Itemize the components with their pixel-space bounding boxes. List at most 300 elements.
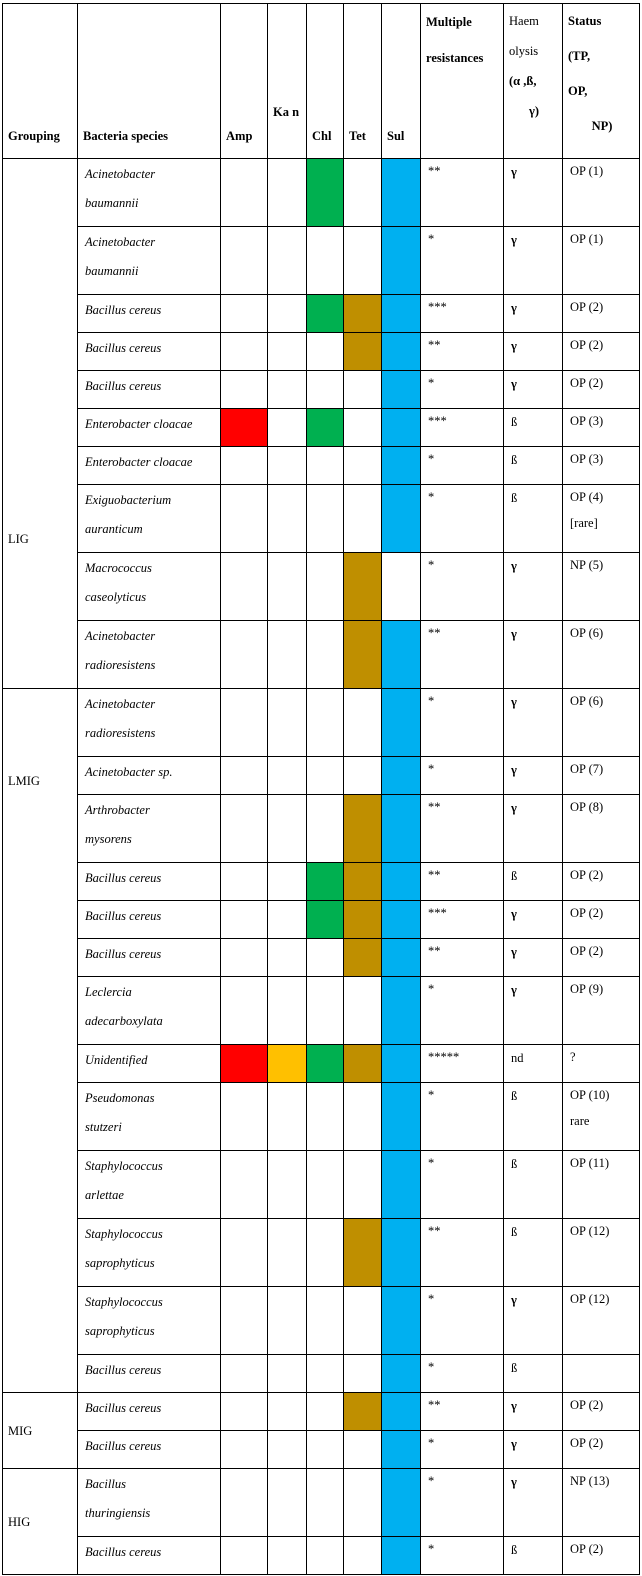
- tet-cell: [344, 1431, 382, 1469]
- multiple-resistance-cell: [421, 1287, 504, 1355]
- haemolysis-cell: [504, 409, 563, 447]
- sul-cell: [382, 795, 421, 863]
- species-name: Staphylococcus: [85, 1159, 163, 1173]
- chl-cell: [307, 485, 344, 553]
- haemolysis-value: γ: [511, 1437, 517, 1451]
- status-cell: [563, 1045, 640, 1083]
- multiple-resistance-value: **: [428, 868, 441, 882]
- chl-cell: [307, 553, 344, 621]
- kan-cell: [268, 1219, 307, 1287]
- status-value: [rare]: [570, 516, 598, 530]
- tet-cell: [344, 485, 382, 553]
- multiple-resistance-cell: [421, 447, 504, 485]
- species-name: Arthrobacter: [85, 803, 150, 817]
- table-row: [3, 939, 640, 977]
- species-name: adecarboxylata: [85, 1014, 163, 1028]
- haemolysis-value: nd: [511, 1051, 524, 1065]
- table-row: [3, 863, 640, 901]
- haemolysis-cell: [504, 553, 563, 621]
- amp-cell: [221, 757, 268, 795]
- multiple-resistance-value: ***: [428, 906, 447, 920]
- sul-cell: [382, 1083, 421, 1151]
- status-cell: [563, 1355, 640, 1393]
- haemolysis-cell: [504, 1045, 563, 1083]
- status-value: rare: [570, 1114, 590, 1128]
- haemolysis-value: ß: [511, 415, 518, 429]
- header-sul: Sul: [382, 4, 421, 159]
- sul-cell: [382, 1355, 421, 1393]
- kan-cell: [268, 939, 307, 977]
- haemolysis-value: γ: [511, 339, 517, 353]
- species-name: Exiguobacterium: [85, 493, 172, 507]
- kan-cell: [268, 1287, 307, 1355]
- tet-cell: [344, 333, 382, 371]
- species-cell: [78, 621, 221, 689]
- multiple-resistance-value: *: [428, 452, 435, 466]
- haemolysis-value: γ: [511, 165, 517, 179]
- species-name: auranticum: [85, 522, 143, 536]
- haemolysis-cell: [504, 795, 563, 863]
- table-row: [3, 1431, 640, 1469]
- species-name: Unidentified: [85, 1053, 148, 1067]
- sul-cell: [382, 1393, 421, 1431]
- header-chl: Chl: [307, 4, 344, 159]
- status-cell: [563, 1431, 640, 1469]
- haemolysis-cell: [504, 1083, 563, 1151]
- table-row: [3, 227, 640, 295]
- status-cell: [563, 1287, 640, 1355]
- species-cell: [78, 689, 221, 757]
- tet-cell: [344, 757, 382, 795]
- group-cell-hig: [3, 1469, 78, 1575]
- chl-cell: [307, 939, 344, 977]
- multiple-resistance-cell: [421, 1045, 504, 1083]
- status-cell: [563, 1393, 640, 1431]
- tet-cell: [344, 689, 382, 757]
- header-status-l2: (TP,: [568, 49, 591, 63]
- amp-cell: [221, 977, 268, 1045]
- status-cell: [563, 901, 640, 939]
- species-name: Bacillus cereus: [85, 1545, 162, 1559]
- tet-cell: [344, 977, 382, 1045]
- status-value: OP (7): [570, 762, 604, 776]
- status-value: OP (2): [570, 868, 604, 882]
- multiple-resistance-value: *: [428, 1360, 435, 1374]
- amp-cell: [221, 795, 268, 863]
- haemolysis-cell: [504, 1151, 563, 1219]
- status-value: OP (2): [570, 1398, 604, 1412]
- multiple-resistance-value: ***: [428, 414, 447, 428]
- haemolysis-cell: [504, 1287, 563, 1355]
- table-row: [3, 371, 640, 409]
- multiple-resistance-value: *: [428, 1474, 435, 1488]
- haemolysis-cell: [504, 295, 563, 333]
- header-kan-label: Ka n: [273, 105, 300, 119]
- tet-cell: [344, 1219, 382, 1287]
- haemolysis-value: γ: [511, 301, 517, 315]
- haemolysis-value: ß: [511, 491, 518, 505]
- sul-cell: [382, 977, 421, 1045]
- amp-cell: [221, 1045, 268, 1083]
- species-cell: [78, 977, 221, 1045]
- multiple-resistance-cell: [421, 333, 504, 371]
- amp-cell: [221, 1355, 268, 1393]
- chl-cell: [307, 1355, 344, 1393]
- species-name: Bacillus cereus: [85, 341, 162, 355]
- kan-cell: [268, 901, 307, 939]
- chl-cell: [307, 371, 344, 409]
- header-kan: [268, 4, 307, 159]
- tet-cell: [344, 1393, 382, 1431]
- multiple-resistance-cell: [421, 977, 504, 1045]
- species-cell: [78, 1393, 221, 1431]
- kan-cell: [268, 1355, 307, 1393]
- amp-cell: [221, 939, 268, 977]
- multiple-resistance-value: **: [428, 800, 441, 814]
- resistance-table: [2, 3, 640, 1575]
- header-amp: Amp: [221, 4, 268, 159]
- amp-cell: [221, 621, 268, 689]
- status-cell: [563, 795, 640, 863]
- status-cell: [563, 485, 640, 553]
- species-name: Bacillus cereus: [85, 1439, 162, 1453]
- multiple-resistance-cell: [421, 409, 504, 447]
- species-cell: [78, 485, 221, 553]
- status-value: OP (9): [570, 982, 604, 996]
- kan-cell: [268, 485, 307, 553]
- sul-cell: [382, 689, 421, 757]
- tet-cell: [344, 227, 382, 295]
- haemolysis-value: γ: [511, 1399, 517, 1413]
- status-value: OP (3): [570, 414, 604, 428]
- header-haemolysis-l4: γ): [528, 104, 539, 118]
- chl-cell: [307, 757, 344, 795]
- tet-cell: [344, 159, 382, 227]
- table-row: [3, 977, 640, 1045]
- header-haemolysis-l1: Haem: [509, 14, 539, 28]
- kan-cell: [268, 1469, 307, 1537]
- haemolysis-value: γ: [511, 695, 517, 709]
- status-value: OP (2): [570, 1436, 604, 1450]
- chl-cell: [307, 1083, 344, 1151]
- amp-cell: [221, 1083, 268, 1151]
- multiple-resistance-cell: [421, 227, 504, 295]
- multiple-resistance-value: **: [428, 338, 441, 352]
- kan-cell: [268, 1431, 307, 1469]
- kan-cell: [268, 795, 307, 863]
- species-cell: [78, 333, 221, 371]
- multiple-resistance-cell: [421, 757, 504, 795]
- haemolysis-value: γ: [511, 233, 517, 247]
- chl-cell: [307, 409, 344, 447]
- status-cell: [563, 621, 640, 689]
- amp-cell: [221, 159, 268, 227]
- species-name: Acinetobacter: [85, 167, 156, 181]
- haemolysis-value: ß: [511, 1361, 518, 1375]
- tet-cell: [344, 621, 382, 689]
- multiple-resistance-value: **: [428, 944, 441, 958]
- table-row: [3, 1355, 640, 1393]
- haemolysis-value: ß: [511, 1225, 518, 1239]
- sul-cell: [382, 757, 421, 795]
- haemolysis-cell: [504, 939, 563, 977]
- haemolysis-cell: [504, 1219, 563, 1287]
- species-name: Bacillus cereus: [85, 303, 162, 317]
- species-name: Acinetobacter: [85, 235, 156, 249]
- status-cell: [563, 295, 640, 333]
- multiple-resistance-value: *: [428, 1436, 435, 1450]
- multiple-resistance-cell: [421, 1219, 504, 1287]
- haemolysis-value: γ: [511, 377, 517, 391]
- chl-cell: [307, 1219, 344, 1287]
- status-value: OP (10): [570, 1088, 610, 1102]
- species-cell: [78, 757, 221, 795]
- tet-cell: [344, 1151, 382, 1219]
- species-name: Acinetobacter: [85, 697, 156, 711]
- amp-cell: [221, 901, 268, 939]
- species-name: Staphylococcus: [85, 1227, 163, 1241]
- tet-cell: [344, 1083, 382, 1151]
- kan-cell: [268, 371, 307, 409]
- species-name: radioresistens: [85, 726, 156, 740]
- status-cell: [563, 553, 640, 621]
- table-row: [3, 1083, 640, 1151]
- tet-cell: [344, 795, 382, 863]
- table-row: [3, 621, 640, 689]
- chl-cell: [307, 621, 344, 689]
- multiple-resistance-cell: [421, 485, 504, 553]
- tet-cell: [344, 447, 382, 485]
- status-cell: [563, 1151, 640, 1219]
- status-value: OP (2): [570, 338, 604, 352]
- chl-cell: [307, 1469, 344, 1537]
- species-cell: [78, 1083, 221, 1151]
- multiple-resistance-value: *: [428, 1088, 435, 1102]
- species-cell: [78, 939, 221, 977]
- haemolysis-value: γ: [511, 801, 517, 815]
- status-cell: [563, 1219, 640, 1287]
- tet-cell: [344, 409, 382, 447]
- sul-cell: [382, 1045, 421, 1083]
- species-name: Pseudomonas: [85, 1091, 155, 1105]
- status-value: OP (4): [570, 490, 604, 504]
- tet-cell: [344, 1537, 382, 1575]
- header-multiple-label: Multiple resistances: [426, 15, 484, 65]
- tet-cell: [344, 939, 382, 977]
- status-cell: [563, 863, 640, 901]
- tet-cell: [344, 553, 382, 621]
- multiple-resistance-value: *: [428, 1156, 435, 1170]
- chl-cell: [307, 1151, 344, 1219]
- amp-cell: [221, 447, 268, 485]
- sul-cell: [382, 621, 421, 689]
- table-row: [3, 447, 640, 485]
- chl-cell: [307, 333, 344, 371]
- table-row: [3, 757, 640, 795]
- species-name: caseolyticus: [85, 590, 147, 604]
- group-cell-mig: [3, 1393, 78, 1469]
- species-name: Enterobacter cloacae: [85, 417, 193, 431]
- status-cell: [563, 757, 640, 795]
- multiple-resistance-cell: [421, 1537, 504, 1575]
- haemolysis-value: γ: [511, 907, 517, 921]
- species-name: Bacillus cereus: [85, 909, 162, 923]
- haemolysis-cell: [504, 1537, 563, 1575]
- sul-cell: [382, 295, 421, 333]
- kan-cell: [268, 1151, 307, 1219]
- table-row: [3, 1537, 640, 1575]
- haemolysis-cell: [504, 227, 563, 295]
- chl-cell: [307, 1537, 344, 1575]
- multiple-resistance-cell: [421, 621, 504, 689]
- species-name: stutzeri: [85, 1120, 122, 1134]
- kan-cell: [268, 159, 307, 227]
- haemolysis-value: γ: [511, 945, 517, 959]
- species-name: arlettae: [85, 1188, 124, 1202]
- haemolysis-cell: [504, 689, 563, 757]
- amp-cell: [221, 295, 268, 333]
- multiple-resistance-value: ***: [428, 300, 447, 314]
- header-grouping: Grouping: [3, 4, 78, 159]
- tet-cell: [344, 1045, 382, 1083]
- amp-cell: [221, 1393, 268, 1431]
- multiple-resistance-value: **: [428, 164, 441, 178]
- table-row: [3, 1045, 640, 1083]
- haemolysis-cell: [504, 485, 563, 553]
- multiple-resistance-value: *: [428, 490, 435, 504]
- header-haemolysis-l3: (α ,ß,: [509, 74, 537, 88]
- amp-cell: [221, 1287, 268, 1355]
- chl-cell: [307, 1045, 344, 1083]
- status-value: OP (1): [570, 232, 604, 246]
- header-status-l1: Status: [568, 14, 602, 28]
- species-name: mysorens: [85, 832, 132, 846]
- species-name: saprophyticus: [85, 1324, 155, 1338]
- species-name: baumannii: [85, 264, 139, 278]
- tet-cell: [344, 1355, 382, 1393]
- sul-cell: [382, 159, 421, 227]
- haemolysis-value: γ: [511, 559, 517, 573]
- species-cell: [78, 1537, 221, 1575]
- sul-cell: [382, 371, 421, 409]
- chl-cell: [307, 1393, 344, 1431]
- status-value: OP (12): [570, 1224, 610, 1238]
- table-row: [3, 1469, 640, 1537]
- multiple-resistance-value: *: [428, 558, 435, 572]
- multiple-resistance-cell: [421, 1355, 504, 1393]
- multiple-resistance-value: *: [428, 762, 435, 776]
- tet-cell: [344, 1469, 382, 1537]
- amp-cell: [221, 1469, 268, 1537]
- multiple-resistance-value: **: [428, 626, 441, 640]
- sul-cell: [382, 553, 421, 621]
- haemolysis-value: γ: [511, 1475, 517, 1489]
- species-cell: [78, 553, 221, 621]
- sul-cell: [382, 863, 421, 901]
- header-status-l4: NP): [591, 119, 613, 133]
- species-cell: [78, 409, 221, 447]
- multiple-resistance-cell: [421, 295, 504, 333]
- table-row: [3, 1287, 640, 1355]
- group-label: MIG: [8, 1423, 33, 1438]
- group-label: HIG: [8, 1514, 31, 1529]
- table-row: [3, 159, 640, 227]
- multiple-resistance-cell: [421, 553, 504, 621]
- multiple-resistance-cell: [421, 901, 504, 939]
- multiple-resistance-cell: [421, 689, 504, 757]
- chl-cell: [307, 295, 344, 333]
- status-cell: [563, 1537, 640, 1575]
- haemolysis-value: γ: [511, 983, 517, 997]
- kan-cell: [268, 295, 307, 333]
- table-row: [3, 295, 640, 333]
- kan-cell: [268, 1393, 307, 1431]
- species-cell: [78, 863, 221, 901]
- species-name: Bacillus cereus: [85, 1363, 162, 1377]
- multiple-resistance-value: **: [428, 1398, 441, 1412]
- status-value: ?: [570, 1050, 576, 1064]
- status-cell: [563, 939, 640, 977]
- haemolysis-value: γ: [511, 627, 517, 641]
- status-value: OP (6): [570, 694, 604, 708]
- sul-cell: [382, 1537, 421, 1575]
- group-label: LMIG: [8, 774, 40, 788]
- multiple-resistance-cell: [421, 371, 504, 409]
- haemolysis-cell: [504, 1355, 563, 1393]
- multiple-resistance-cell: [421, 1431, 504, 1469]
- haemolysis-cell: [504, 621, 563, 689]
- multiple-resistance-cell: [421, 1393, 504, 1431]
- multiple-resistance-cell: [421, 159, 504, 227]
- status-cell: [563, 1469, 640, 1537]
- species-name: saprophyticus: [85, 1256, 155, 1270]
- haemolysis-cell: [504, 447, 563, 485]
- amp-cell: [221, 371, 268, 409]
- tet-cell: [344, 295, 382, 333]
- haemolysis-cell: [504, 1469, 563, 1537]
- status-cell: [563, 371, 640, 409]
- table-row: [3, 1219, 640, 1287]
- sul-cell: [382, 1219, 421, 1287]
- species-name: Bacillus cereus: [85, 871, 162, 885]
- table-row: [3, 1151, 640, 1219]
- chl-cell: [307, 795, 344, 863]
- tet-cell: [344, 863, 382, 901]
- species-name: Bacillus cereus: [85, 947, 162, 961]
- sul-cell: [382, 485, 421, 553]
- amp-cell: [221, 227, 268, 295]
- species-name: Bacillus: [85, 1477, 126, 1491]
- table-row: [3, 1393, 640, 1431]
- haemolysis-cell: [504, 159, 563, 227]
- amp-cell: [221, 553, 268, 621]
- sul-cell: [382, 447, 421, 485]
- table-row: [3, 689, 640, 757]
- multiple-resistance-value: *: [428, 982, 435, 996]
- haemolysis-cell: [504, 333, 563, 371]
- chl-cell: [307, 1431, 344, 1469]
- status-value: NP (13): [570, 1474, 610, 1488]
- sul-cell: [382, 1151, 421, 1219]
- species-cell: [78, 1431, 221, 1469]
- haemolysis-value: γ: [511, 763, 517, 777]
- amp-cell: [221, 1219, 268, 1287]
- header-multiple: [421, 4, 504, 159]
- species-cell: [78, 1151, 221, 1219]
- amp-cell: [221, 1537, 268, 1575]
- chl-cell: [307, 227, 344, 295]
- group-label: LIG: [8, 532, 29, 546]
